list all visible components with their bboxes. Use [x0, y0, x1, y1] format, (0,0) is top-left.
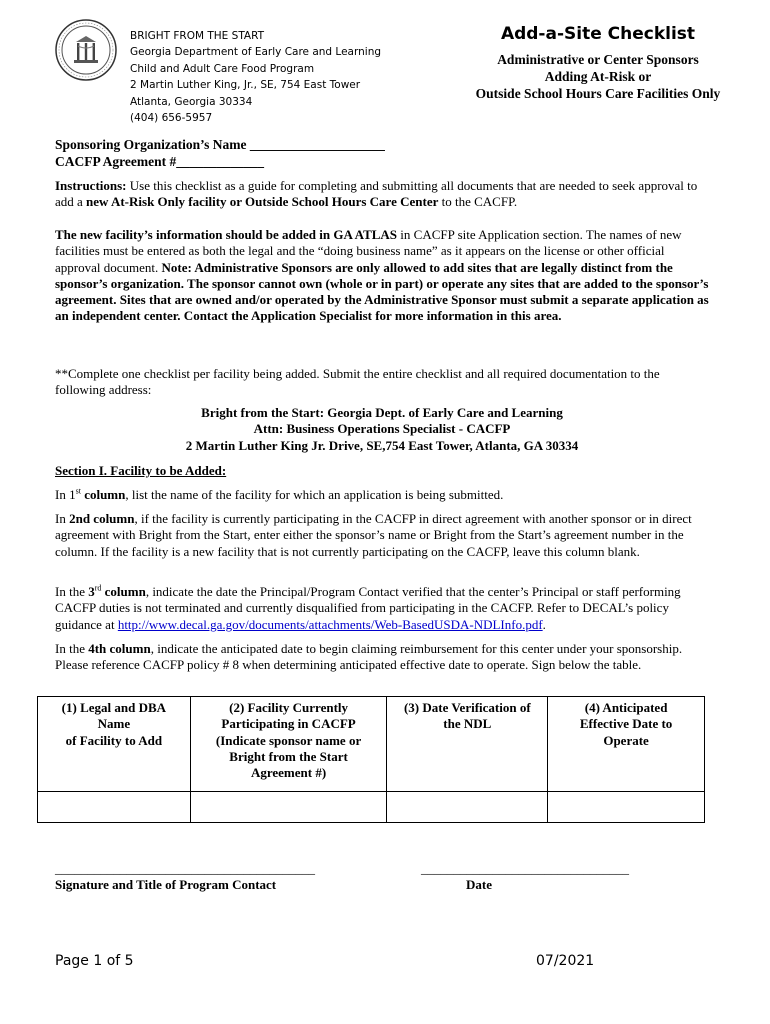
column-header-legal-name — [38, 697, 191, 792]
instructions-text-b: to the CACFP. — [438, 194, 518, 210]
col3-bold: 3 — [88, 584, 95, 599]
header-2-line-1: (2) Facility Currently — [229, 700, 349, 715]
col1-pre: In 1 — [55, 487, 76, 502]
column-1-instruction — [55, 487, 709, 503]
new-facility-note: Note: Administrative Sponsors are only allowed to add sites that are legally distinct from the sponsor’s organization. The sponsor cannot own (whole or in part) or operate any sites that are added to the sponsor’s agreement. Sites that are owned and/or operated by the Administrative Sponsor must submit a separate application as an independent center. Contact the Application Specialist for more information in this area. — [55, 259, 709, 324]
agency-program: Child and Adult Care Food Program — [130, 62, 315, 75]
col3-pre: In the — [55, 584, 89, 599]
column-header-ndl-date — [387, 697, 548, 792]
header-3-line-1: (3) Date Verification of — [403, 700, 531, 715]
date-label: Date — [466, 877, 492, 892]
col1-sup: st — [75, 486, 81, 496]
facility-name-cell[interactable] — [38, 792, 191, 823]
col4-pre: In the — [55, 641, 89, 656]
header-1-line-3: of Facility to Add — [65, 732, 163, 748]
instructions-text-a: Use this checklist as a guide for completing and submitting all documents that are needed to seek approval to add a — [55, 178, 698, 210]
address-line-1: Bright from the Start: Georgia Dept. of Early Care and Learning — [201, 405, 563, 420]
instructions-bold: new At-Risk Only facility or Outside School Hours Care Center — [86, 194, 439, 210]
column-header-participating — [190, 697, 387, 792]
header-1-line-1: (1) Legal and DBA — [61, 700, 167, 715]
column-2-instruction — [55, 511, 709, 560]
col3-sup: rd — [94, 583, 102, 593]
address-line-3: 2 Martin Luther King Jr. Drive, SE,754 East Tower, Atlanta, GA 30334 — [185, 437, 579, 453]
column-3-instruction — [55, 584, 709, 633]
signature-line[interactable]: ________________________________________ — [55, 861, 315, 876]
agreement-number-field[interactable]: CACFP Agreement #_____________ — [55, 154, 264, 169]
signature-label: Signature and Title of Program Contact — [55, 877, 277, 892]
instructions-paragraph — [55, 178, 709, 211]
mailing-address — [55, 405, 709, 454]
table-row — [38, 792, 705, 823]
header-4-line-2: Effective Date to — [579, 716, 673, 732]
col4-bold: 4th column — [88, 641, 151, 656]
section-heading: Section I. Facility to be Added: — [55, 463, 227, 478]
new-facility-text-a: in CACFP site Application section. The names of new facilities must be entered as both the legal and the “doing business name” as it appears on the license or other official approval document. — [55, 227, 682, 275]
agency-phone: (404) 656-5957 — [130, 112, 213, 125]
subtitle-line-1: Administrative or Center Sponsors — [497, 52, 699, 67]
address-line-2: Attn: Business Operations Specialist - CACFP — [253, 421, 511, 437]
header-3-line-2: the NDL — [443, 716, 492, 732]
complete-note: **Complete one checklist per facility being added. Submit the entire checklist and all required documentation to the following address: — [55, 366, 660, 398]
column-4-instruction — [55, 641, 709, 674]
sponsor-fields — [55, 136, 385, 170]
date-line[interactable]: ________________________________ — [421, 861, 629, 876]
georgia-seal-icon — [54, 18, 118, 82]
page-number: Page 1 of 5 — [55, 953, 134, 969]
agency-street: 2 Martin Luther King, Jr., SE, 754 East Tower — [130, 79, 361, 92]
agency-address-block — [130, 28, 381, 126]
revision-date: 07/2021 — [536, 953, 595, 969]
participating-cell[interactable] — [190, 792, 387, 823]
header-4-line-3: Operate — [603, 732, 649, 748]
table-header-row — [38, 697, 705, 792]
effective-date-cell[interactable] — [548, 792, 705, 823]
col3-bold2: column — [101, 584, 146, 599]
new-facility-paragraph — [55, 227, 709, 325]
subtitle-line-3: Outside School Hours Care Facilities Only — [475, 86, 721, 101]
facility-table — [37, 696, 705, 823]
col2-text: , if the facility is currently participating in the CACFP in direct agreement with another sponsor or in direct agreement with Bright from the Start, enter either the sponsor’s name or Bright from the Start’s agreement number in the column. If the facility is a new facility that is not currently participating on the CACFP, leave this column blank. — [55, 511, 692, 559]
agency-department: Georgia Department of Early Care and Learning — [130, 46, 382, 59]
column-header-effective-date — [548, 697, 705, 792]
ndl-date-cell[interactable] — [387, 792, 548, 823]
col2-bold: 2nd column — [69, 511, 135, 526]
col3-end: . — [542, 616, 546, 632]
col4-text: , indicate the anticipated date to begin claiming reimbursement for this center under your sponsorship. Please reference CACFP policy # 8 when determining anticipated effective date to operate. Sign below the table. — [55, 641, 683, 673]
col1-bold: column — [80, 487, 126, 502]
header-2-line-5: Agreement #) — [250, 765, 327, 781]
col1-text: , list the name of the facility for which an application is being submitted. — [125, 487, 504, 502]
sponsor-name-field[interactable]: Sponsoring Organization’s Name ____________________ — [55, 137, 385, 152]
header-1-line-2: Name — [97, 716, 131, 732]
col3-text: , indicate the date the Principal/Program Contact verified that the center’s Principal or staff performing CACFP duties is not terminated and currently disqualified from participating in the CACFP. Refer to DECAL’s policy guidance at — [55, 584, 681, 632]
instructions-label: Instructions: — [55, 178, 127, 193]
header-2-line-3: (Indicate sponsor name or — [215, 732, 362, 748]
header-4-line-1: (4) Anticipated — [584, 700, 668, 715]
agency-name: BRIGHT FROM THE START — [130, 30, 265, 42]
title-block — [440, 24, 756, 102]
subtitle-line-2: Adding At-Risk or — [544, 69, 652, 84]
page-title: Add-a-Site Checklist — [500, 24, 696, 44]
ndl-policy-link[interactable]: http://www.decal.ga.gov/documents/attachments/Web-BasedUSDA-NDLInfo.pdf — [117, 616, 543, 632]
col2-pre: In — [55, 511, 70, 526]
header-2-line-4: Bright from the Start — [229, 748, 348, 764]
agency-city: Atlanta, Georgia 30334 — [130, 95, 253, 108]
new-facility-bold-a: The new facility’s information should be added in GA ATLAS — [55, 227, 398, 242]
header-2-line-2: Participating in CACFP — [221, 716, 356, 732]
